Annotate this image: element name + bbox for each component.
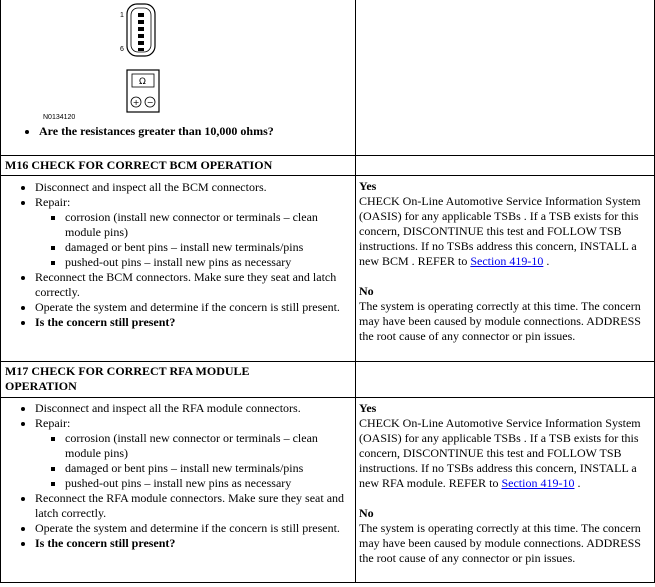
m17-no-label: No [359, 506, 374, 520]
m17-step-operate: • Operate the system and determine if the concern is still present. [35, 521, 355, 536]
m16-question: • Is the concern still present? [35, 315, 355, 330]
pin-label-top: 1 [120, 12, 124, 19]
m16-step-reconnect: • Reconnect the BCM connectors. Make sure they seat and latch correctly. [35, 270, 355, 300]
m17-repair-list [35, 431, 355, 491]
m17-yes-text: CHECK On-Line Automotive Service Information System (OASIS) for any applicable TSBs . If a TSB exists for this concern, DISCONTINUE this test and FOLLOW TSB instructions. If no TSBs address this concern, INSTALL a new RFA module. REFER to [359, 416, 641, 490]
m17-steps-cell [0, 397, 356, 583]
m16-step-operate: • Operate the system and determine if the concern is still present. [35, 300, 355, 315]
m17-repair-label: Repair: [35, 416, 71, 430]
question-list [5, 124, 274, 139]
m16-no-text: The system is operating correctly at this time. The concern may have been caused by module connections. ADDRESS the root cause of any connector or pin issues. [359, 299, 641, 343]
m16-steps-cell [0, 175, 356, 362]
m17-step-reconnect: • Reconnect the RFA module connectors. Make sure they seat and latch correctly. [35, 491, 355, 521]
m17-no-text: The system is operating correctly at this time. The concern may have been caused by module connections. ADDRESS the root cause of any connector or pin issues. [359, 521, 641, 565]
resistance-question: • Are the resistances greater than 10,000 ohms? [39, 124, 274, 139]
m17-yes-label: Yes [359, 401, 377, 415]
m16-repair-pushed-out: ▪ pushed-out pins – install new pins as necessary [65, 255, 355, 270]
ohmmeter-icon [127, 70, 159, 112]
m17-repair-pushed-out: ▪ pushed-out pins – install new pins as necessary [65, 476, 355, 491]
m17-yes-end: . [574, 476, 581, 490]
m17-repair-corrosion: ▪ corrosion (install new connector or terminals – clean module pins) [65, 431, 355, 461]
m17-title: M17 CHECK FOR CORRECT RFA MODULE OPERATION [0, 361, 356, 398]
m16-steps-list [1, 180, 355, 330]
m16-repair-list [35, 210, 355, 270]
m16-step-repair [35, 195, 355, 270]
m17-steps-list [1, 401, 355, 551]
m17-response-cell [355, 397, 655, 583]
top-response-cell [355, 0, 655, 156]
m16-repair-label: Repair: [35, 195, 71, 209]
m17-question: • Is the concern still present? [35, 536, 355, 551]
figure-id: N0134120 [43, 114, 76, 121]
figure-cell [0, 0, 356, 156]
m17-step-disconnect: • Disconnect and inspect all the RFA module connectors. [35, 401, 355, 416]
m17-repair-damaged: ▪ damaged or bent pins – install new terminals/pins [65, 461, 355, 476]
m16-section-link[interactable]: Section 419-10 [470, 254, 544, 268]
m17-step-repair [35, 416, 355, 491]
m16-response-cell [355, 175, 655, 362]
pin-label-bottom: 6 [120, 46, 124, 53]
plus-symbol: + [132, 98, 140, 108]
m16-header-right-cell [355, 155, 655, 176]
m17-header-right-cell [355, 361, 655, 398]
m16-no-label: No [359, 284, 374, 298]
m17-section-link[interactable]: Section 419-10 [501, 476, 575, 490]
m16-repair-damaged: ▪ damaged or bent pins – install new terminals/pins [65, 240, 355, 255]
m16-title: M16 CHECK FOR CORRECT BCM OPERATION [0, 155, 356, 176]
m16-repair-corrosion: ▪ corrosion (install new connector or terminals – clean module pins) [65, 210, 355, 240]
ohm-symbol: Ω [139, 77, 146, 87]
connector-icon [127, 4, 155, 56]
m16-yes-label: Yes [359, 179, 377, 193]
minus-symbol: − [146, 98, 154, 108]
m16-yes-end: . [543, 254, 550, 268]
m16-step-disconnect: • Disconnect and inspect all the BCM connectors. [35, 180, 355, 195]
connector-ohmmeter-figure [111, 0, 231, 118]
m16-yes-text: CHECK On-Line Automotive Service Information System (OASIS) for any applicable TSBs . If a TSB exists for this concern, DISCONTINUE this test and FOLLOW TSB instructions. If no TSBs address this concern, INSTALL a new BCM . REFER to [359, 194, 641, 268]
